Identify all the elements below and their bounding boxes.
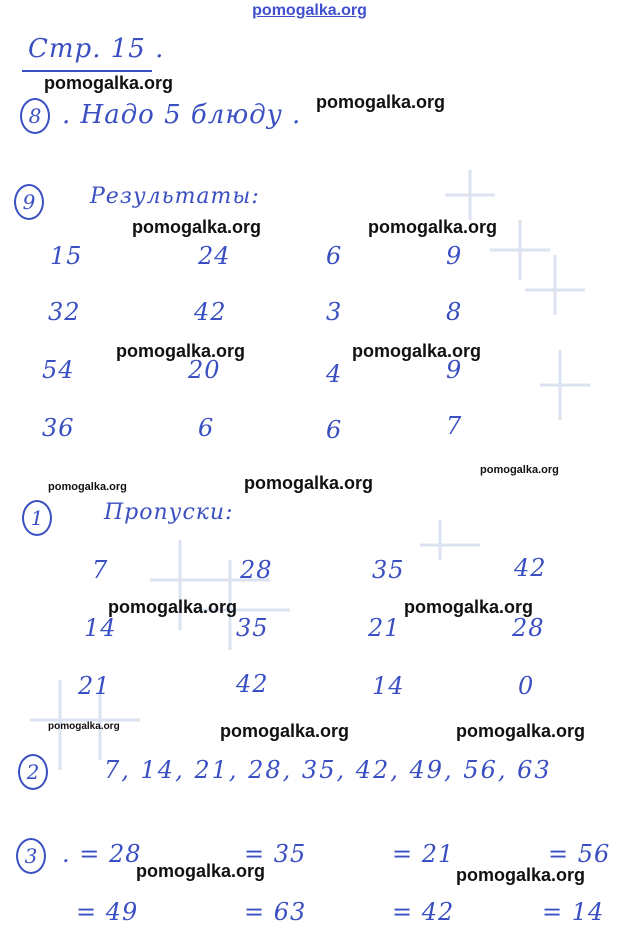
task-2-number: 2 xyxy=(18,754,48,790)
task-1-cell: 7 xyxy=(92,556,109,584)
header-underline xyxy=(22,70,152,72)
task-9-cell: 6 xyxy=(326,416,343,444)
task-9-number: 9 xyxy=(14,184,44,220)
watermark-text: pomogalka.org xyxy=(132,217,262,237)
task-9-cell: 24 xyxy=(198,242,231,270)
watermark-text: pomogalka.org xyxy=(244,473,374,493)
task-3-cell: = 63 xyxy=(244,898,307,926)
task-9-cell: 9 xyxy=(446,356,463,384)
task-9-cell: 15 xyxy=(50,242,83,270)
watermark-text: pomogalka.org xyxy=(48,721,120,732)
task-3-cell: = 21 xyxy=(392,840,455,868)
task-9-cell: 6 xyxy=(326,242,343,270)
task-1-cell: 42 xyxy=(514,554,547,582)
task-9-cell: 42 xyxy=(194,298,227,326)
task-3-cell: = 49 xyxy=(76,898,139,926)
task-1-cell: 14 xyxy=(84,614,117,642)
watermark-text: pomogalka.org xyxy=(48,481,127,493)
watermark-text: pomogalka.org xyxy=(116,341,246,361)
watermark-text: pomogalka.org xyxy=(352,341,482,361)
task-3-cell: = 35 xyxy=(244,840,307,868)
task-3-number: 3 xyxy=(16,838,46,874)
page-header: Стр. 15 . xyxy=(28,34,165,64)
task-1-cell: 28 xyxy=(512,614,545,642)
task-3-cell: . = 28 xyxy=(62,840,142,868)
task-2-sequence: 7, 14, 21, 28, 35, 42, 49, 56, 63 xyxy=(104,756,552,784)
task-9-cell: 54 xyxy=(42,356,75,384)
task-1-cell: 42 xyxy=(236,670,269,698)
task-1-cell: 35 xyxy=(372,556,405,584)
watermark-text: pomogalka.org xyxy=(44,73,174,93)
watermark-text: pomogalka.org xyxy=(404,597,534,617)
task-3-cell: = 14 xyxy=(542,898,605,926)
task-1-cell: 14 xyxy=(372,672,405,700)
task-3-cell: = 56 xyxy=(548,840,611,868)
watermark-text: pomogalka.org xyxy=(368,217,498,237)
task-9-cell: 4 xyxy=(326,360,343,388)
watermark-text: pomogalka.org xyxy=(480,464,559,476)
task-1-cell: 35 xyxy=(236,614,269,642)
task-9-cell: 3 xyxy=(326,298,343,326)
task-1-cell: 0 xyxy=(518,672,535,700)
task-8-number: 8 xyxy=(20,98,50,134)
watermark-link[interactable]: pomogalka.org xyxy=(252,2,367,19)
task-3-cell: = 42 xyxy=(392,898,455,926)
watermark-text: pomogalka.org xyxy=(136,861,266,881)
watermark-text: pomogalka.org xyxy=(220,721,350,741)
task-1-number: 1 xyxy=(22,500,52,536)
task-1-cell: 21 xyxy=(368,614,401,642)
task-9-cell: 8 xyxy=(446,298,463,326)
task-1-cell: 28 xyxy=(240,556,273,584)
watermark-text: pomogalka.org xyxy=(456,865,586,885)
task-1-heading: Пропуски: xyxy=(104,500,234,525)
watermark-text: pomogalka.org xyxy=(456,721,586,741)
watermark-text: pomogalka.org xyxy=(316,92,446,112)
task-8-text: . Надо 5 блюду . xyxy=(62,100,302,130)
task-9-cell: 36 xyxy=(42,414,75,442)
task-9-cell: 9 xyxy=(446,242,463,270)
task-9-heading: Результаты: xyxy=(90,184,260,209)
task-9-cell: 32 xyxy=(48,298,81,326)
task-9-cell: 7 xyxy=(446,412,463,440)
task-1-cell: 21 xyxy=(78,672,111,700)
task-9-cell: 6 xyxy=(198,414,215,442)
task-9-cell: 20 xyxy=(188,356,221,384)
watermark-text: pomogalka.org xyxy=(108,597,238,617)
